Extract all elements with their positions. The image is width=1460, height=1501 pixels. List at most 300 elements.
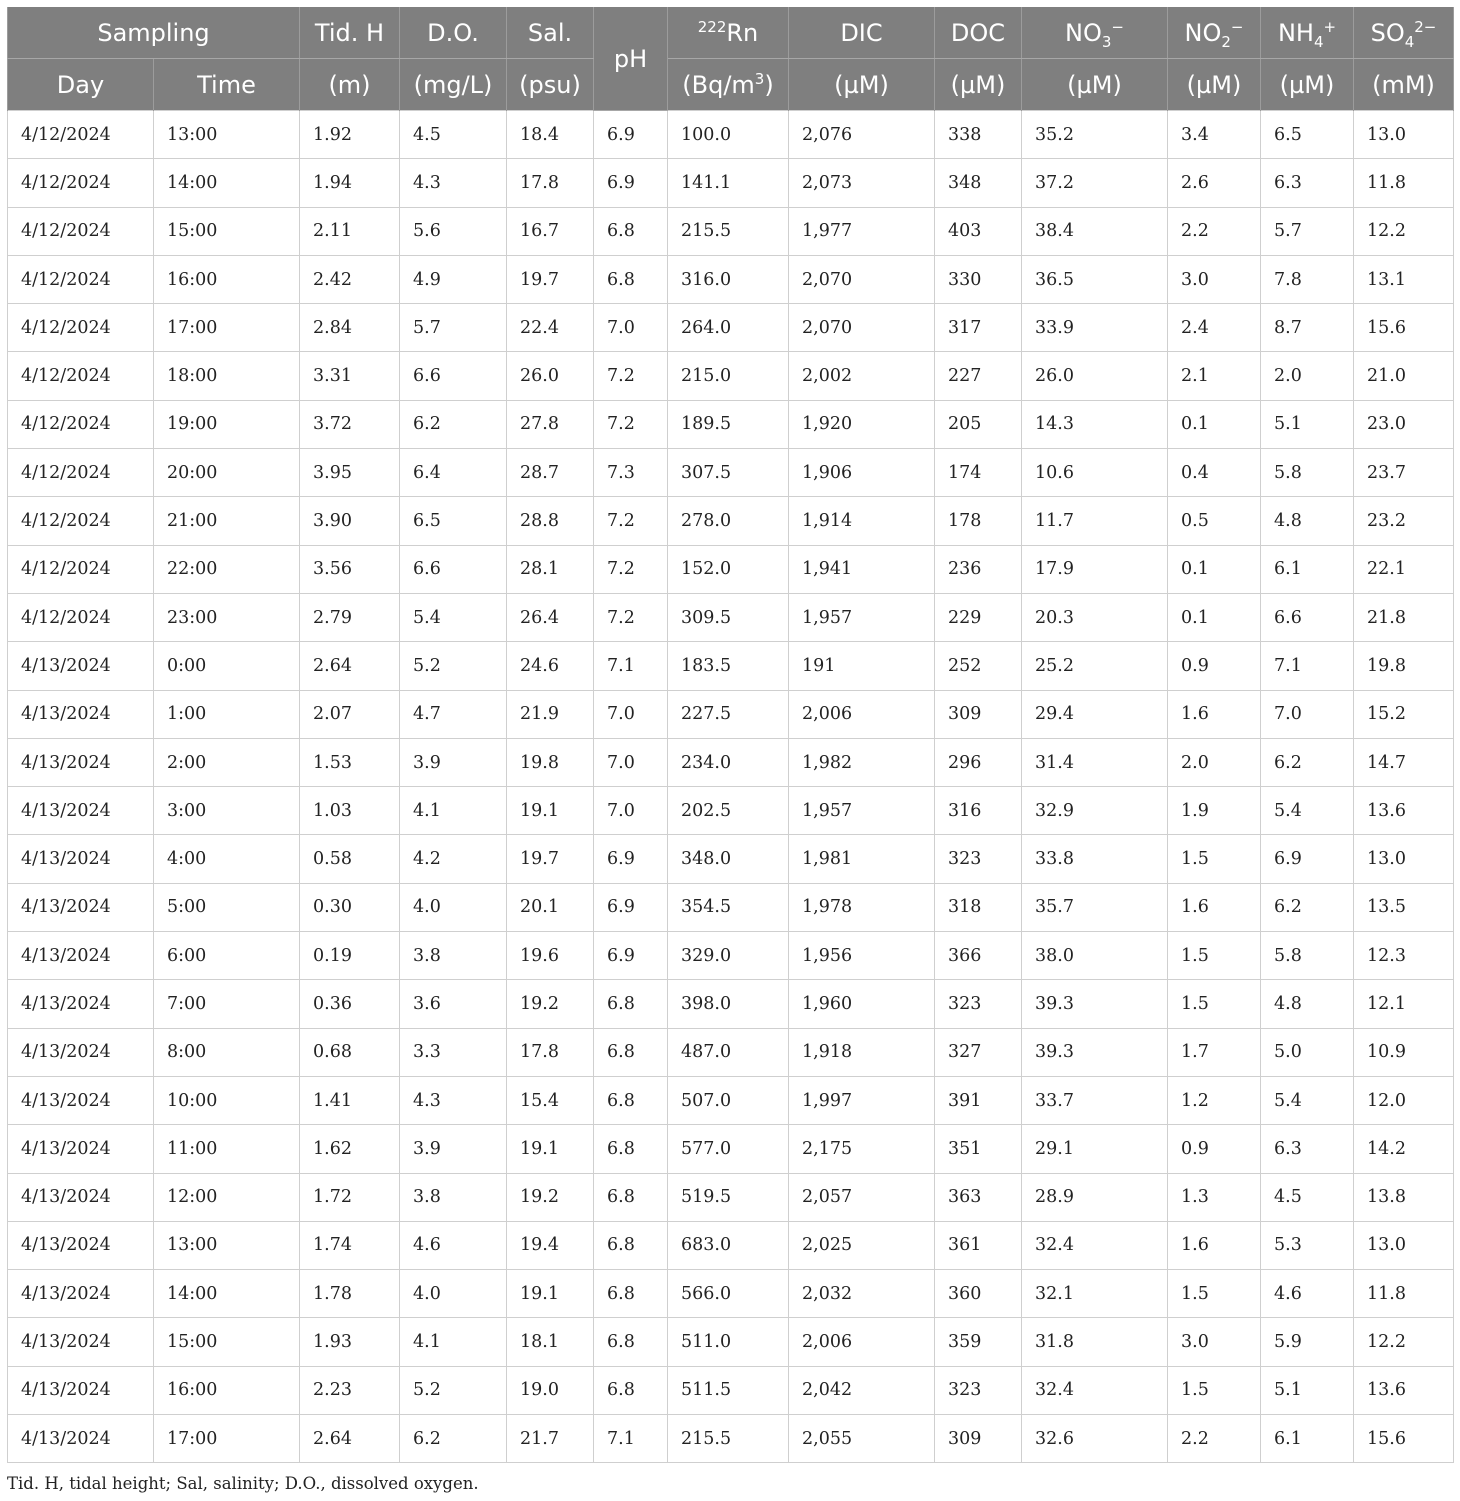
cell-doc: 227 — [935, 352, 1022, 400]
cell-dic: 1,957 — [789, 787, 935, 835]
table-row — [8, 738, 1454, 786]
table-row — [8, 593, 1454, 641]
cell-doc: 351 — [935, 1125, 1022, 1173]
unit-salinity: (psu) — [507, 59, 594, 111]
table-row — [8, 352, 1454, 400]
cell-dic: 1,906 — [789, 449, 935, 497]
cell-dissolved-oxygen: 3.9 — [400, 738, 507, 786]
cell-salinity: 28.8 — [507, 497, 594, 545]
cell-ph: 6.8 — [594, 1270, 668, 1318]
cell-doc: 229 — [935, 593, 1022, 641]
cell-nitrite: 2.0 — [1168, 738, 1261, 786]
cell-radon: 348.0 — [668, 835, 789, 883]
cell-sulfate: 12.2 — [1354, 207, 1454, 255]
cell-nitrite: 0.1 — [1168, 593, 1261, 641]
cell-salinity: 19.1 — [507, 1270, 594, 1318]
header-doc: DOC — [935, 7, 1022, 59]
cell-day: 4/12/2024 — [8, 449, 154, 497]
cell-nitrate: 38.4 — [1022, 207, 1168, 255]
data-table-container — [7, 7, 1453, 1463]
cell-time: 16:00 — [154, 1366, 300, 1414]
cell-dic: 1,914 — [789, 497, 935, 545]
cell-nitrate: 32.9 — [1022, 787, 1168, 835]
cell-nitrate: 29.4 — [1022, 690, 1168, 738]
cell-nitrite: 2.2 — [1168, 207, 1261, 255]
header-radon-isotope: 222 — [697, 17, 727, 36]
cell-dic: 1,957 — [789, 593, 935, 641]
cell-dic: 2,057 — [789, 1173, 935, 1221]
cell-radon: 683.0 — [668, 1221, 789, 1269]
cell-radon: 215.5 — [668, 207, 789, 255]
header-nitrate-symbol: NO — [1065, 18, 1102, 47]
cell-tidal-height: 2.84 — [300, 304, 400, 352]
cell-dissolved-oxygen: 4.5 — [400, 111, 507, 159]
cell-nitrate: 26.0 — [1022, 352, 1168, 400]
cell-ammonium: 4.6 — [1261, 1270, 1354, 1318]
unit-nitrite: (µM) — [1168, 59, 1261, 111]
cell-day: 4/12/2024 — [8, 255, 154, 303]
cell-nitrate: 33.9 — [1022, 304, 1168, 352]
cell-doc: 323 — [935, 1366, 1022, 1414]
cell-ph: 7.0 — [594, 738, 668, 786]
cell-dic: 2,073 — [789, 159, 935, 207]
cell-dissolved-oxygen: 6.4 — [400, 449, 507, 497]
table-header — [8, 7, 1454, 111]
header-nitrite-symbol: NO — [1184, 18, 1222, 47]
cell-sulfate: 13.1 — [1354, 255, 1454, 303]
cell-sulfate: 13.5 — [1354, 883, 1454, 931]
cell-salinity: 24.6 — [507, 642, 594, 690]
cell-dic: 1,982 — [789, 738, 935, 786]
cell-tidal-height: 3.90 — [300, 497, 400, 545]
cell-dic: 2,002 — [789, 352, 935, 400]
header-nitrate-charge: − — [1111, 17, 1124, 36]
cell-salinity: 19.2 — [507, 980, 594, 1028]
cell-nitrate: 31.4 — [1022, 738, 1168, 786]
cell-doc: 296 — [935, 738, 1022, 786]
cell-sulfate: 21.0 — [1354, 352, 1454, 400]
cell-nitrate: 39.3 — [1022, 1028, 1168, 1076]
cell-radon: 316.0 — [668, 255, 789, 303]
header-ammonium-symbol: NH — [1277, 18, 1314, 47]
cell-tidal-height: 0.19 — [300, 932, 400, 980]
cell-dic: 1,977 — [789, 207, 935, 255]
cell-sulfate: 14.2 — [1354, 1125, 1454, 1173]
unit-sulfate: (mM) — [1354, 59, 1454, 111]
table-row — [8, 690, 1454, 738]
cell-nitrate: 20.3 — [1022, 593, 1168, 641]
cell-nitrate: 38.0 — [1022, 932, 1168, 980]
cell-dic: 1,920 — [789, 400, 935, 448]
cell-dic: 1,956 — [789, 932, 935, 980]
table-row — [8, 1076, 1454, 1124]
cell-salinity: 16.7 — [507, 207, 594, 255]
cell-ammonium: 5.8 — [1261, 449, 1354, 497]
cell-ph: 6.8 — [594, 1076, 668, 1124]
cell-doc: 236 — [935, 545, 1022, 593]
cell-day: 4/13/2024 — [8, 883, 154, 931]
cell-nitrate: 14.3 — [1022, 400, 1168, 448]
cell-nitrite: 0.9 — [1168, 1125, 1261, 1173]
cell-ammonium: 6.6 — [1261, 593, 1354, 641]
cell-dic: 1,981 — [789, 835, 935, 883]
cell-ammonium: 5.4 — [1261, 787, 1354, 835]
cell-dissolved-oxygen: 4.3 — [400, 1076, 507, 1124]
cell-nitrite: 0.9 — [1168, 642, 1261, 690]
cell-dissolved-oxygen: 3.3 — [400, 1028, 507, 1076]
cell-time: 7:00 — [154, 980, 300, 1028]
table-row — [8, 932, 1454, 980]
cell-ph: 7.0 — [594, 690, 668, 738]
cell-tidal-height: 3.31 — [300, 352, 400, 400]
cell-ammonium: 7.1 — [1261, 642, 1354, 690]
cell-ph: 6.8 — [594, 1173, 668, 1221]
cell-tidal-height: 0.36 — [300, 980, 400, 1028]
table-row — [8, 1270, 1454, 1318]
cell-tidal-height: 2.64 — [300, 1415, 400, 1463]
cell-nitrite: 1.6 — [1168, 690, 1261, 738]
header-ammonium-charge: + — [1323, 17, 1337, 36]
cell-dissolved-oxygen: 5.2 — [400, 642, 507, 690]
cell-radon: 511.5 — [668, 1366, 789, 1414]
cell-ph: 6.8 — [594, 207, 668, 255]
cell-doc: 174 — [935, 449, 1022, 497]
cell-nitrate: 33.7 — [1022, 1076, 1168, 1124]
cell-tidal-height: 1.41 — [300, 1076, 400, 1124]
cell-dissolved-oxygen: 4.3 — [400, 159, 507, 207]
cell-sulfate: 11.8 — [1354, 159, 1454, 207]
table-body — [8, 111, 1454, 1463]
cell-dic: 1,918 — [789, 1028, 935, 1076]
cell-salinity: 19.2 — [507, 1173, 594, 1221]
cell-time: 15:00 — [154, 1318, 300, 1366]
cell-ph: 7.3 — [594, 449, 668, 497]
cell-sulfate: 10.9 — [1354, 1028, 1454, 1076]
header-ammonium-sub: 4 — [1313, 32, 1324, 51]
cell-radon: 234.0 — [668, 738, 789, 786]
cell-dic: 1,941 — [789, 545, 935, 593]
cell-salinity: 19.7 — [507, 835, 594, 883]
cell-tidal-height: 1.03 — [300, 787, 400, 835]
header-nitrate-sub: 3 — [1101, 32, 1112, 51]
cell-tidal-height: 3.95 — [300, 449, 400, 497]
unit-radon-main: (Bq/m — [682, 70, 755, 99]
table-row — [8, 642, 1454, 690]
cell-dissolved-oxygen: 5.4 — [400, 593, 507, 641]
table-row — [8, 207, 1454, 255]
cell-time: 23:00 — [154, 593, 300, 641]
cell-nitrite: 1.7 — [1168, 1028, 1261, 1076]
cell-ph: 6.9 — [594, 111, 668, 159]
table-row — [8, 1221, 1454, 1269]
cell-dissolved-oxygen: 6.6 — [400, 545, 507, 593]
unit-ammonium: (µM) — [1261, 59, 1354, 111]
cell-radon: 215.0 — [668, 352, 789, 400]
cell-ph: 6.8 — [594, 980, 668, 1028]
cell-dissolved-oxygen: 4.0 — [400, 1270, 507, 1318]
cell-salinity: 28.1 — [507, 545, 594, 593]
cell-sulfate: 13.0 — [1354, 835, 1454, 883]
cell-salinity: 17.8 — [507, 1028, 594, 1076]
cell-nitrite: 3.0 — [1168, 1318, 1261, 1366]
cell-salinity: 22.4 — [507, 304, 594, 352]
cell-radon: 519.5 — [668, 1173, 789, 1221]
cell-nitrate: 10.6 — [1022, 449, 1168, 497]
cell-sulfate: 22.1 — [1354, 545, 1454, 593]
cell-dissolved-oxygen: 6.2 — [400, 1415, 507, 1463]
table-row — [8, 835, 1454, 883]
cell-ammonium: 4.8 — [1261, 980, 1354, 1028]
cell-time: 14:00 — [154, 159, 300, 207]
cell-sulfate: 15.6 — [1354, 1415, 1454, 1463]
cell-ammonium: 6.3 — [1261, 1125, 1354, 1173]
cell-doc: 178 — [935, 497, 1022, 545]
cell-tidal-height: 3.56 — [300, 545, 400, 593]
cell-nitrate: 31.8 — [1022, 1318, 1168, 1366]
table-row — [8, 400, 1454, 448]
cell-day: 4/12/2024 — [8, 159, 154, 207]
cell-nitrate: 25.2 — [1022, 642, 1168, 690]
cell-day: 4/13/2024 — [8, 738, 154, 786]
cell-tidal-height: 2.79 — [300, 593, 400, 641]
cell-ph: 6.8 — [594, 1125, 668, 1173]
cell-nitrate: 35.2 — [1022, 111, 1168, 159]
cell-day: 4/13/2024 — [8, 932, 154, 980]
cell-time: 5:00 — [154, 883, 300, 931]
cell-salinity: 27.8 — [507, 400, 594, 448]
cell-nitrite: 2.1 — [1168, 352, 1261, 400]
cell-day: 4/12/2024 — [8, 304, 154, 352]
cell-salinity: 19.1 — [507, 1125, 594, 1173]
cell-time: 6:00 — [154, 932, 300, 980]
cell-ammonium: 6.1 — [1261, 545, 1354, 593]
header-tidal-height: Tid. H — [300, 7, 400, 59]
cell-day: 4/13/2024 — [8, 980, 154, 1028]
cell-tidal-height: 0.68 — [300, 1028, 400, 1076]
cell-time: 13:00 — [154, 1221, 300, 1269]
cell-nitrite: 3.0 — [1168, 255, 1261, 303]
cell-doc: 330 — [935, 255, 1022, 303]
table-footnote: Tid. H, tidal height; Sal, salinity; D.O., dissolved oxygen. — [7, 1474, 479, 1493]
cell-tidal-height: 2.07 — [300, 690, 400, 738]
cell-dissolved-oxygen: 4.7 — [400, 690, 507, 738]
cell-doc: 323 — [935, 980, 1022, 1028]
header-dissolved-oxygen: D.O. — [400, 7, 507, 59]
cell-day: 4/13/2024 — [8, 1270, 154, 1318]
cell-day: 4/12/2024 — [8, 352, 154, 400]
cell-ammonium: 4.5 — [1261, 1173, 1354, 1221]
cell-ph: 6.9 — [594, 159, 668, 207]
cell-tidal-height: 2.11 — [300, 207, 400, 255]
cell-sulfate: 11.8 — [1354, 1270, 1454, 1318]
cell-dic: 1,997 — [789, 1076, 935, 1124]
cell-radon: 183.5 — [668, 642, 789, 690]
cell-nitrite: 1.5 — [1168, 1366, 1261, 1414]
cell-dissolved-oxygen: 4.9 — [400, 255, 507, 303]
cell-nitrate: 11.7 — [1022, 497, 1168, 545]
cell-salinity: 26.4 — [507, 593, 594, 641]
header-sampling: Sampling — [8, 7, 300, 59]
cell-time: 11:00 — [154, 1125, 300, 1173]
cell-ammonium: 6.9 — [1261, 835, 1354, 883]
cell-sulfate: 23.2 — [1354, 497, 1454, 545]
cell-tidal-height: 1.78 — [300, 1270, 400, 1318]
cell-radon: 152.0 — [668, 545, 789, 593]
cell-sulfate: 23.0 — [1354, 400, 1454, 448]
cell-time: 16:00 — [154, 255, 300, 303]
cell-time: 1:00 — [154, 690, 300, 738]
cell-radon: 278.0 — [668, 497, 789, 545]
cell-ammonium: 5.4 — [1261, 1076, 1354, 1124]
cell-ammonium: 2.0 — [1261, 352, 1354, 400]
cell-ph: 6.8 — [594, 1318, 668, 1366]
cell-ph: 7.2 — [594, 400, 668, 448]
cell-day: 4/13/2024 — [8, 690, 154, 738]
cell-dissolved-oxygen: 3.6 — [400, 980, 507, 1028]
cell-doc: 252 — [935, 642, 1022, 690]
cell-tidal-height: 0.58 — [300, 835, 400, 883]
cell-nitrite: 0.1 — [1168, 545, 1261, 593]
cell-time: 17:00 — [154, 304, 300, 352]
cell-sulfate: 13.6 — [1354, 787, 1454, 835]
cell-time: 21:00 — [154, 497, 300, 545]
cell-day: 4/13/2024 — [8, 787, 154, 835]
unit-nitrate: (µM) — [1022, 59, 1168, 111]
cell-sulfate: 15.6 — [1354, 304, 1454, 352]
cell-doc: 348 — [935, 159, 1022, 207]
cell-ammonium: 7.0 — [1261, 690, 1354, 738]
cell-radon: 215.5 — [668, 1415, 789, 1463]
cell-time: 17:00 — [154, 1415, 300, 1463]
cell-ph: 6.8 — [594, 1221, 668, 1269]
cell-nitrite: 2.4 — [1168, 304, 1261, 352]
cell-doc: 363 — [935, 1173, 1022, 1221]
cell-doc: 205 — [935, 400, 1022, 448]
header-sulfate-charge: 2− — [1414, 17, 1437, 36]
cell-ammonium: 5.8 — [1261, 932, 1354, 980]
table-row — [8, 304, 1454, 352]
cell-ph: 7.1 — [594, 642, 668, 690]
cell-nitrate: 17.9 — [1022, 545, 1168, 593]
unit-radon — [668, 59, 789, 111]
table-row — [8, 1173, 1454, 1221]
cell-time: 2:00 — [154, 738, 300, 786]
cell-sulfate: 12.2 — [1354, 1318, 1454, 1366]
cell-nitrate: 33.8 — [1022, 835, 1168, 883]
cell-day: 4/13/2024 — [8, 1076, 154, 1124]
cell-doc: 317 — [935, 304, 1022, 352]
cell-salinity: 19.4 — [507, 1221, 594, 1269]
cell-dissolved-oxygen: 4.1 — [400, 787, 507, 835]
cell-time: 22:00 — [154, 545, 300, 593]
cell-doc: 309 — [935, 1415, 1022, 1463]
cell-time: 18:00 — [154, 352, 300, 400]
cell-salinity: 26.0 — [507, 352, 594, 400]
cell-salinity: 21.9 — [507, 690, 594, 738]
cell-ph: 7.2 — [594, 497, 668, 545]
header-time: Time — [154, 59, 300, 111]
cell-ammonium: 8.7 — [1261, 304, 1354, 352]
cell-nitrite: 1.3 — [1168, 1173, 1261, 1221]
table-row — [8, 111, 1454, 159]
cell-ammonium: 6.1 — [1261, 1415, 1354, 1463]
cell-time: 8:00 — [154, 1028, 300, 1076]
table-row — [8, 1415, 1454, 1463]
unit-radon-end: ) — [764, 70, 774, 99]
cell-sulfate: 13.0 — [1354, 111, 1454, 159]
cell-nitrate: 29.1 — [1022, 1125, 1168, 1173]
unit-dic: (µM) — [789, 59, 935, 111]
cell-ph: 7.1 — [594, 1415, 668, 1463]
cell-nitrite: 1.6 — [1168, 883, 1261, 931]
table-row — [8, 255, 1454, 303]
cell-time: 12:00 — [154, 1173, 300, 1221]
cell-radon: 309.5 — [668, 593, 789, 641]
cell-dic: 2,025 — [789, 1221, 935, 1269]
cell-ph: 7.2 — [594, 545, 668, 593]
cell-dissolved-oxygen: 5.6 — [400, 207, 507, 255]
header-radon — [668, 7, 789, 59]
cell-radon: 329.0 — [668, 932, 789, 980]
cell-tidal-height: 3.72 — [300, 400, 400, 448]
cell-dissolved-oxygen: 4.1 — [400, 1318, 507, 1366]
cell-salinity: 20.1 — [507, 883, 594, 931]
cell-dic: 2,006 — [789, 690, 935, 738]
cell-tidal-height: 1.74 — [300, 1221, 400, 1269]
cell-nitrite: 1.5 — [1168, 835, 1261, 883]
cell-ammonium: 6.2 — [1261, 883, 1354, 931]
cell-dic: 2,032 — [789, 1270, 935, 1318]
cell-day: 4/13/2024 — [8, 642, 154, 690]
cell-doc: 309 — [935, 690, 1022, 738]
cell-nitrate: 35.7 — [1022, 883, 1168, 931]
cell-ph: 6.9 — [594, 883, 668, 931]
cell-doc: 327 — [935, 1028, 1022, 1076]
cell-day: 4/13/2024 — [8, 835, 154, 883]
cell-dic: 2,175 — [789, 1125, 935, 1173]
header-sulfate-sub: 4 — [1404, 32, 1415, 51]
cell-nitrite: 2.2 — [1168, 1415, 1261, 1463]
cell-doc: 359 — [935, 1318, 1022, 1366]
cell-day: 4/13/2024 — [8, 1125, 154, 1173]
cell-dic: 2,070 — [789, 255, 935, 303]
cell-time: 20:00 — [154, 449, 300, 497]
cell-doc: 318 — [935, 883, 1022, 931]
cell-dissolved-oxygen: 3.8 — [400, 932, 507, 980]
cell-day: 4/12/2024 — [8, 497, 154, 545]
cell-sulfate: 12.1 — [1354, 980, 1454, 1028]
cell-sulfate: 13.8 — [1354, 1173, 1454, 1221]
cell-dic: 1,978 — [789, 883, 935, 931]
cell-sulfate: 12.3 — [1354, 932, 1454, 980]
table-row — [8, 1366, 1454, 1414]
cell-day: 4/13/2024 — [8, 1415, 154, 1463]
cell-tidal-height: 0.30 — [300, 883, 400, 931]
cell-tidal-height: 2.42 — [300, 255, 400, 303]
cell-doc: 361 — [935, 1221, 1022, 1269]
cell-ph: 7.0 — [594, 787, 668, 835]
cell-dissolved-oxygen: 3.8 — [400, 1173, 507, 1221]
cell-time: 13:00 — [154, 111, 300, 159]
cell-dissolved-oxygen: 4.2 — [400, 835, 507, 883]
cell-tidal-height: 1.72 — [300, 1173, 400, 1221]
cell-day: 4/13/2024 — [8, 1173, 154, 1221]
cell-salinity: 19.0 — [507, 1366, 594, 1414]
cell-ammonium: 5.0 — [1261, 1028, 1354, 1076]
cell-salinity: 18.4 — [507, 111, 594, 159]
cell-nitrite: 1.6 — [1168, 1221, 1261, 1269]
header-ammonium — [1261, 7, 1354, 59]
